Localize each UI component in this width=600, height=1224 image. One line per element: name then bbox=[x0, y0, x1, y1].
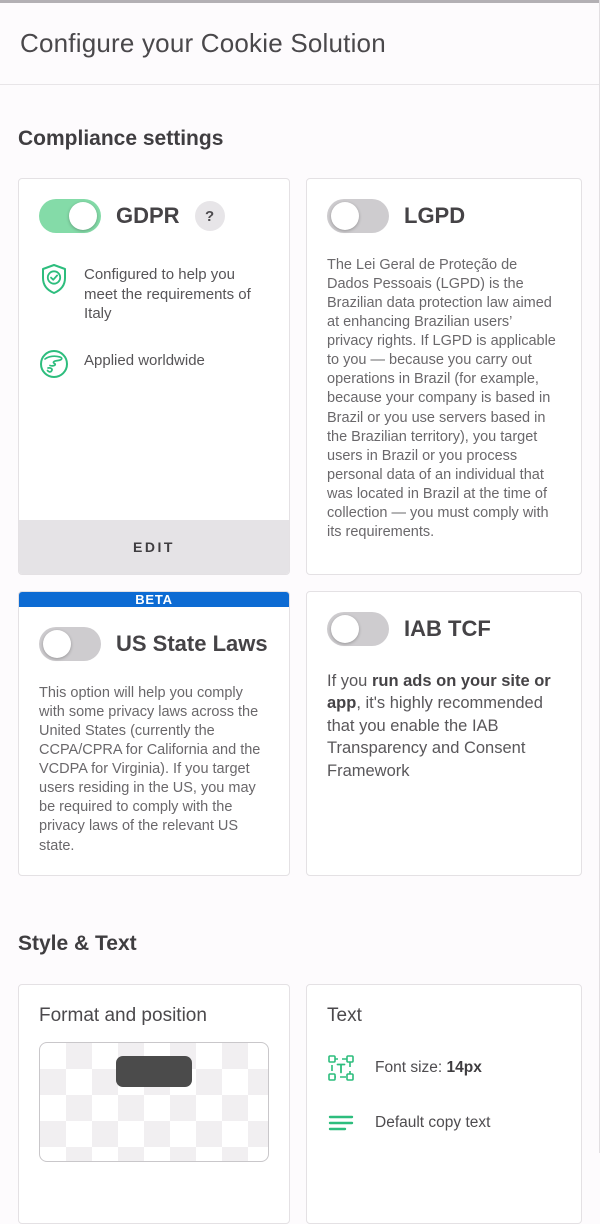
iab-tcf-desc-prefix: If you bbox=[327, 672, 372, 690]
text-card bbox=[306, 984, 582, 1224]
gdpr-toggle-knob bbox=[69, 202, 97, 230]
lgpd-toggle[interactable] bbox=[327, 199, 389, 233]
banner-position-preview[interactable] bbox=[39, 1042, 269, 1162]
iab-tcf-desc-suffix: , it's highly recommended that you enable the IAB Transparency and Consent Framework bbox=[327, 694, 543, 780]
beta-badge: BETA bbox=[19, 592, 289, 607]
us-state-laws-card bbox=[18, 591, 290, 876]
us-state-laws-label: US State Laws bbox=[116, 631, 268, 656]
font-size-label bbox=[375, 1059, 482, 1077]
page-title: Configure your Cookie Solution bbox=[20, 28, 386, 58]
iab-tcf-description bbox=[327, 670, 561, 782]
compliance-cards-grid bbox=[18, 178, 581, 876]
gdpr-card bbox=[18, 178, 290, 575]
copy-text-icon bbox=[327, 1109, 355, 1137]
gdpr-feature-configured bbox=[39, 263, 269, 324]
lgpd-toggle-knob bbox=[331, 202, 359, 230]
gdpr-feature-text: Configured to help you meet the requirements of Italy bbox=[84, 266, 251, 322]
page-header bbox=[0, 3, 599, 85]
iab-tcf-toggle[interactable] bbox=[327, 612, 389, 646]
font-size-row bbox=[327, 1054, 561, 1082]
text-card-title: Text bbox=[327, 1005, 362, 1026]
compliance-section-heading: Compliance settings bbox=[18, 127, 224, 150]
default-copy-row bbox=[327, 1109, 561, 1137]
shield-check-icon bbox=[39, 263, 69, 324]
globe-icon bbox=[39, 349, 69, 384]
font-size-value: 14px bbox=[446, 1059, 482, 1076]
settings-panel bbox=[0, 127, 599, 1224]
gdpr-feature-text: Applied worldwide bbox=[84, 351, 205, 369]
gdpr-edit-button[interactable]: EDIT bbox=[19, 520, 289, 574]
us-state-laws-toggle-knob bbox=[43, 630, 71, 658]
default-copy-label: Default copy text bbox=[375, 1114, 491, 1131]
gdpr-toggle[interactable] bbox=[39, 199, 101, 233]
iab-tcf-label: IAB TCF bbox=[404, 616, 491, 641]
lgpd-description: The Lei Geral de Proteção de Dados Pessoais (LGPD) is the Brazilian data protection law aimed at enhancing Brazilian users’ privacy rights. If LGPD is applicable to you — because you carry out operations in Brazil (for example, because your company is based in Brazil or you use servers based in the Brazilian territory), you target users in Brazil or you process personal data of an individual that was located in Brazil at the time of collection — you must comply with its requirements. bbox=[327, 257, 556, 540]
us-state-laws-description: This option will help you comply with some privacy laws across the United States (currently the CCPA/CPRA for California and the VCDPA for Virginia). If you target users residing in the US, you may be required to comply with the privacy laws of the relevant US state. bbox=[39, 685, 261, 854]
banner-position-rect bbox=[116, 1056, 192, 1087]
style-text-section-heading: Style & Text bbox=[18, 932, 137, 955]
gdpr-feature-worldwide bbox=[39, 349, 269, 384]
us-state-laws-toggle[interactable] bbox=[39, 627, 101, 661]
iab-tcf-desc-bold: run ads on your site or app bbox=[327, 672, 551, 713]
lgpd-label: LGPD bbox=[404, 203, 466, 228]
iab-tcf-card bbox=[306, 591, 582, 876]
gdpr-label: GDPR bbox=[116, 203, 180, 228]
iab-tcf-toggle-knob bbox=[331, 615, 359, 643]
style-text-cards-grid bbox=[18, 984, 581, 1224]
gdpr-help-icon[interactable]: ? bbox=[195, 201, 225, 231]
format-position-title: Format and position bbox=[39, 1005, 207, 1026]
format-position-card bbox=[18, 984, 290, 1224]
font-size-text: Font size: bbox=[375, 1059, 447, 1076]
font-size-icon bbox=[327, 1054, 355, 1082]
lgpd-card bbox=[306, 178, 582, 575]
